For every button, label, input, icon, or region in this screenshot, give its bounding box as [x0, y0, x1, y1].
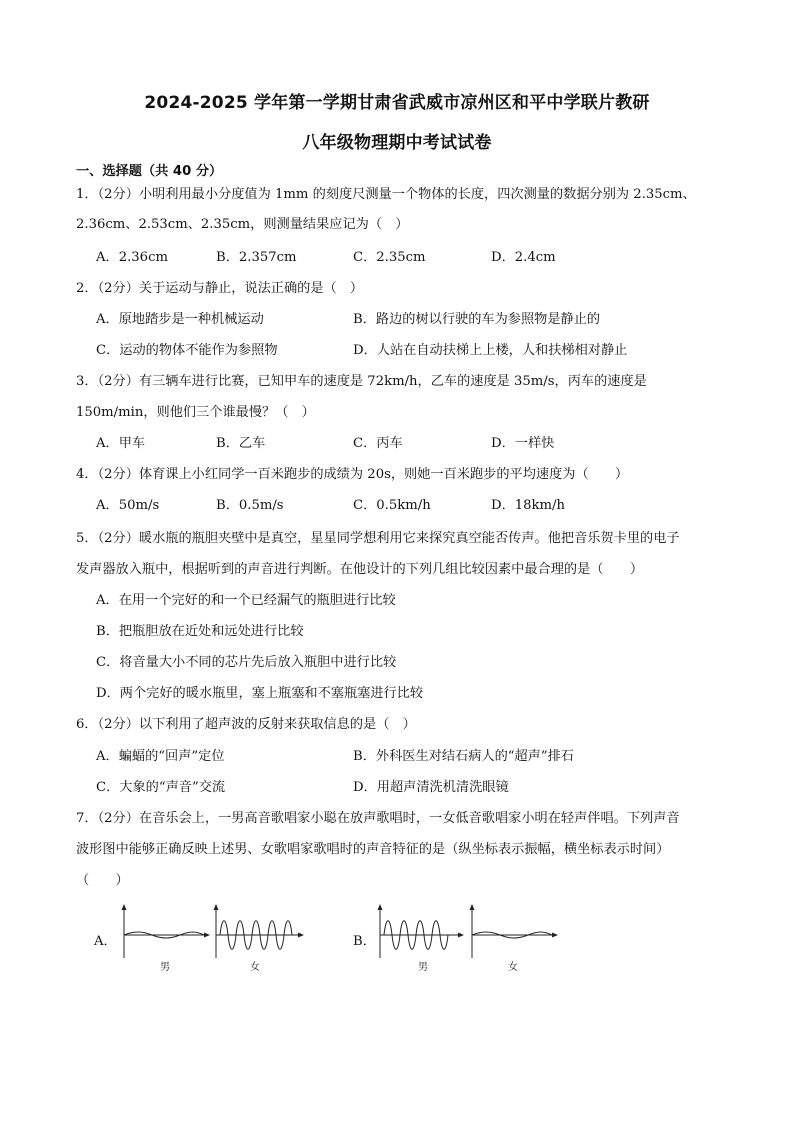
question-5-option-b: B．把瓶胆放在近处和远处进行比较: [96, 624, 304, 639]
section-title: 一、选择题（共 40 分）: [76, 164, 223, 179]
question-2-line-1: 2．（2分）关于运动与静止，说法正确的是（ ）: [76, 281, 364, 296]
question-2-option-b: B．路边的树以行驶的车为参照物是静止的: [353, 312, 601, 327]
option-a-waveform-figure: [118, 900, 308, 980]
question-7-line-3: （ ）: [76, 873, 129, 888]
exam-title-line1: 2024-2025 学年第一学期甘肃省武威市凉州区和平中学联片教研: [144, 93, 650, 113]
question-3-line-2: 150m/min，则他们三个谁最慢？（ ）: [76, 405, 315, 420]
question-2-option-a: A．原地踏步是一种机械运动: [96, 312, 264, 327]
option-b-female-label: 女: [508, 962, 518, 973]
question-1-line-1: 1．（2分）小明利用最小分度值为 1mm 的刻度尺测量一个物体的长度，四次测量的数据分别为 2.35cm、: [76, 187, 696, 202]
question-6-option-a: A．蝙蝠的“回声”定位: [96, 749, 225, 764]
exam-title-line2: 八年级物理期中考试试卷: [302, 133, 492, 153]
question-5-option-d: D．两个完好的暖水瓶里，塞上瓶塞和不塞瓶塞进行比较: [96, 686, 424, 701]
question-6-line-1: 6．（2分）以下利用了超声波的反射来获取信息的是（ ）: [76, 717, 416, 732]
question-1-option-c: C．2.35cm: [353, 250, 426, 265]
option-b-female-wave-plot: [470, 904, 559, 973]
question-7-line-1: 7．（2分）在音乐会上，一男高音歌唱家小聪在放声歌唱时，一女低音歌唱家小明在轻声伴唱。下列声音: [76, 811, 680, 826]
question-4-option-a: A．50m/s: [96, 498, 160, 513]
question-7-option-b: B．: [353, 934, 376, 949]
question-5-line-1: 5．（2分）暖水瓶的瓶胆夹壁中是真空，星星同学想利用它来探究真空能否传声。他把音乐贺卡里的电子: [76, 531, 680, 546]
question-7-line-2: 波形图中能够正确反映上述男、女歌唱家歌唱时的声音特征的是（纵坐标表示振幅，横坐标表示时间）: [76, 842, 670, 857]
question-6-option-d: D．用超声清洗机清洗眼镜: [353, 780, 509, 795]
question-4-line-1: 4．（2分）体育课上小红同学一百米跑步的成绩为 20s，则她一百米跑步的平均速度为（ ）: [76, 467, 629, 482]
question-3-option-d: D．一样快: [491, 436, 555, 451]
question-2-option-c: C．运动的物体不能作为参照物: [96, 343, 278, 358]
option-b-male-wave-plot: [378, 904, 465, 973]
option-a-male-wave-plot: [122, 904, 211, 973]
question-5-line-2: 发声器放入瓶中，根据听到的声音进行判断。在他设计的下列几组比较因素中最合理的是（ ）: [76, 562, 644, 577]
question-1-option-a: A．2.36cm: [96, 250, 168, 265]
option-a-female-wave-plot: [214, 904, 305, 973]
option-a-female-label: 女: [250, 962, 260, 973]
question-1-option-b: B．2.357cm: [216, 250, 297, 265]
question-2-option-d: D．人站在自动扶梯上上楼，人和扶梯相对静止: [353, 343, 628, 358]
question-6-option-b: B．外科医生对结石病人的“超声”排石: [353, 749, 574, 764]
question-3-option-a: A．甲车: [96, 436, 146, 451]
question-5-option-a: A．在用一个完好的和一个已经漏气的瓶胆进行比较: [96, 593, 396, 608]
question-3-option-b: B．乙车: [216, 436, 266, 451]
question-3-line-1: 3．（2分）有三辆车进行比赛，已知甲车的速度是 72km/h，乙车的速度是 35m/s，丙车的速度是: [76, 374, 647, 389]
option-a-male-label: 男: [160, 962, 170, 973]
question-4-option-b: B．0.5m/s: [216, 498, 284, 513]
question-7-option-a: A．: [94, 934, 117, 949]
question-3-option-c: C．丙车: [353, 436, 403, 451]
question-1-option-d: D．2.4cm: [491, 250, 556, 265]
question-4-option-d: D．18km/h: [491, 498, 565, 513]
question-5-option-c: C．将音量大小不同的芯片先后放入瓶胆中进行比较: [96, 655, 397, 670]
question-6-option-c: C．大象的“声音”交流: [96, 780, 226, 795]
option-b-male-label: 男: [418, 962, 428, 973]
question-1-line-2: 2.36cm、2.53cm、2.35cm，则测量结果应记为（ ）: [76, 217, 409, 232]
option-b-waveform-figure: [374, 900, 564, 980]
question-4-option-c: C．0.5km/h: [353, 498, 431, 513]
